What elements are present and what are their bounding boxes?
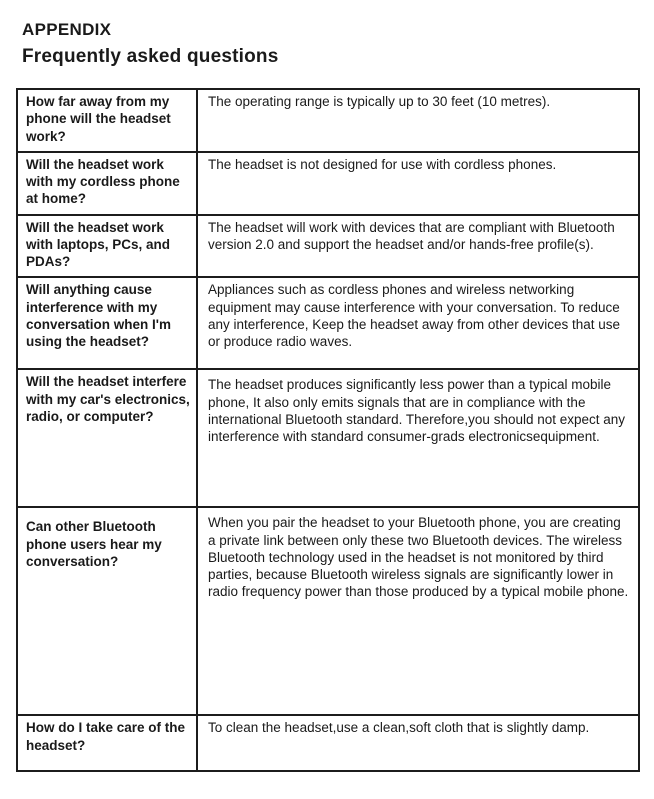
faq-answer: When you pair the headset to your Bluetooth phone, you are creating a private link between only these two Bluetooth devices. The wireless Bluetooth technology used in the headset is not monitored by third parties, because Bluetooth wireless signals are significantly lower in radio frequency power than those produced by a typical mobile phone. [197,507,639,715]
faq-answer: The headset produces significantly less power than a typical mobile phone, It also only emits signals that are in compliance with the international Bluetooth standard. Therefore,you should not expect any interference with standard consumer-grads electronicsequipment. [197,369,639,507]
faq-row [17,277,639,369]
faq-answer: The headset will work with devices that are compliant with Bluetooth version 2.0 and support the headset and/or hands-free profile(s). [197,215,639,278]
faq-answer: The headset is not designed for use with cordless phones. [197,152,639,215]
faq-section-title: Frequently asked questions [22,46,279,67]
faq-row [17,89,639,152]
faq-question: Will the headset work with my cordless phone at home? [17,152,197,215]
faq-row [17,715,639,771]
faq-table [16,88,640,772]
faq-question: Will anything cause interference with my conversation when I'm using the headset? [17,277,197,369]
faq-question: Will the headset work with laptops, PCs, and PDAs? [17,215,197,278]
faq-question: Will the headset interfere with my car's electronics, radio, or computer? [17,369,197,507]
faq-answer: Appliances such as cordless phones and wireless networking equipment may cause interference with your conversation. To reduce any interference, Keep the headset away from other devices that use or produce radio waves. [197,277,639,369]
faq-question: Can other Bluetooth phone users hear my conversation? [17,507,197,715]
faq-row [17,152,639,215]
faq-answer: The operating range is typically up to 30 feet (10 metres). [197,89,639,152]
faq-question: How do I take care of the headset? [17,715,197,771]
faq-question: How far away from my phone will the headset work? [17,89,197,152]
faq-row [17,215,639,278]
faq-row [17,507,639,715]
faq-answer: To clean the headset,use a clean,soft cloth that is slightly damp. [197,715,639,771]
faq-row [17,369,639,507]
appendix-title: APPENDIX [22,20,112,39]
